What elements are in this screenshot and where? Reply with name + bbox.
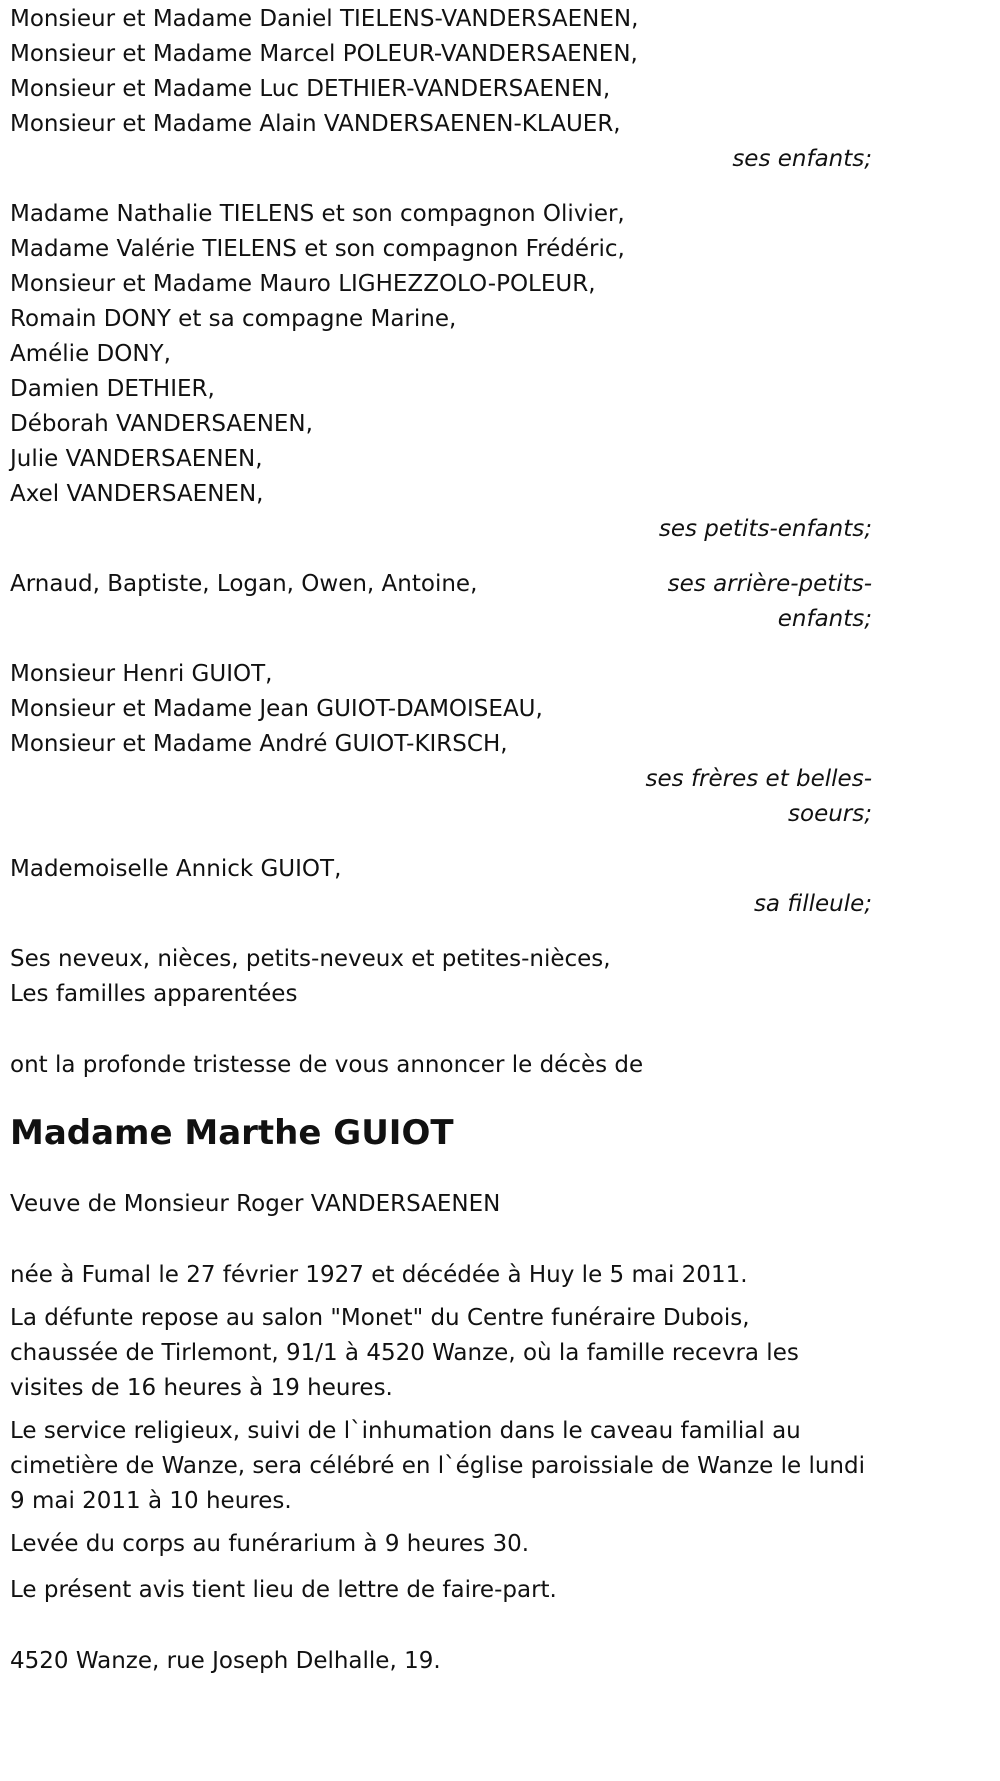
- family-line: Monsieur et Madame Daniel TIELENS-VANDERSAENEN,: [10, 6, 639, 32]
- group-familles: [10, 942, 872, 1012]
- family-line: Monsieur et Madame Marcel POLEUR-VANDERSAENEN,: [10, 41, 638, 67]
- relation-label: soeurs;: [788, 801, 872, 827]
- family-line: Ses neveux, nièces, petits-neveux et petites-nièces,: [10, 946, 611, 972]
- family-line: Monsieur et Madame Alain VANDERSAENEN-KLAUER,: [10, 111, 621, 137]
- family-line: Amélie DONY,: [10, 341, 171, 367]
- repose-line: visites de 16 heures à 19 heures.: [10, 1375, 393, 1401]
- service-line: Le service religieux, suivi de l`inhumation dans le caveau familial au: [10, 1418, 801, 1444]
- family-line: Monsieur et Madame André GUIOT-KIRSCH,: [10, 731, 508, 757]
- relation-label: ses enfants;: [732, 146, 872, 172]
- deceased-name: Madame Marthe GUIOT: [10, 1113, 454, 1153]
- family-line: Monsieur et Madame Luc DETHIER-VANDERSAENEN,: [10, 76, 611, 102]
- family-line: Monsieur et Madame Jean GUIOT-DAMOISEAU,: [10, 696, 543, 722]
- family-line: Arnaud, Baptiste, Logan, Owen, Antoine,: [10, 571, 478, 597]
- service-line: 9 mai 2011 à 10 heures.: [10, 1488, 292, 1514]
- group-filleule: [10, 852, 872, 922]
- family-line: Monsieur et Madame Mauro LIGHEZZOLO-POLEUR,: [10, 271, 596, 297]
- relation-label: ses frères et belles-: [645, 766, 872, 792]
- family-line: Julie VANDERSAENEN,: [10, 446, 263, 472]
- repose-line: chaussée de Tirlemont, 91/1 à 4520 Wanze, où la famille recevra les: [10, 1340, 799, 1366]
- relation-label: enfants;: [777, 606, 872, 632]
- family-line: Madame Valérie TIELENS et son compagnon Frédéric,: [10, 236, 625, 262]
- repose-line: La défunte repose au salon "Monet" du Centre funéraire Dubois,: [10, 1305, 750, 1331]
- levee-du-corps: Levée du corps au funérarium à 9 heures 30.: [10, 1531, 530, 1557]
- obituary-notice: [10, 2, 872, 1679]
- family-line: Madame Nathalie TIELENS et son compagnon Olivier,: [10, 201, 625, 227]
- avis-text: Le présent avis tient lieu de lettre de faire-part.: [10, 1577, 557, 1603]
- family-line: Déborah VANDERSAENEN,: [10, 411, 313, 437]
- family-address: 4520 Wanze, rue Joseph Delhalle, 19.: [10, 1648, 441, 1674]
- group-enfants: [10, 2, 872, 177]
- group-arriere-petits-enfants: [10, 567, 872, 637]
- family-line: Les familles apparentées: [10, 981, 298, 1007]
- relation-label: ses arrière-petits-: [667, 571, 872, 597]
- service-line: cimetière de Wanze, sera célébré en l`église paroissiale de Wanze le lundi: [10, 1453, 865, 1479]
- family-line: Romain DONY et sa compagne Marine,: [10, 306, 457, 332]
- service-paragraph: [10, 1414, 872, 1519]
- repose-paragraph: [10, 1301, 872, 1406]
- widow-of: Veuve de Monsieur Roger VANDERSAENEN: [10, 1191, 501, 1217]
- birth-death-dates: née à Fumal le 27 février 1927 et décédée à Huy le 5 mai 2011.: [10, 1262, 748, 1288]
- family-line: Mademoiselle Annick GUIOT,: [10, 856, 342, 882]
- group-freres: [10, 657, 872, 832]
- group-petits-enfants: [10, 197, 872, 547]
- announcement-text: ont la profonde tristesse de vous annoncer le décès de: [10, 1052, 644, 1078]
- family-line: Monsieur Henri GUIOT,: [10, 661, 273, 687]
- family-line: Damien DETHIER,: [10, 376, 215, 402]
- family-line: Axel VANDERSAENEN,: [10, 481, 264, 507]
- relation-label: ses petits-enfants;: [658, 516, 872, 542]
- relation-label: sa filleule;: [753, 891, 872, 917]
